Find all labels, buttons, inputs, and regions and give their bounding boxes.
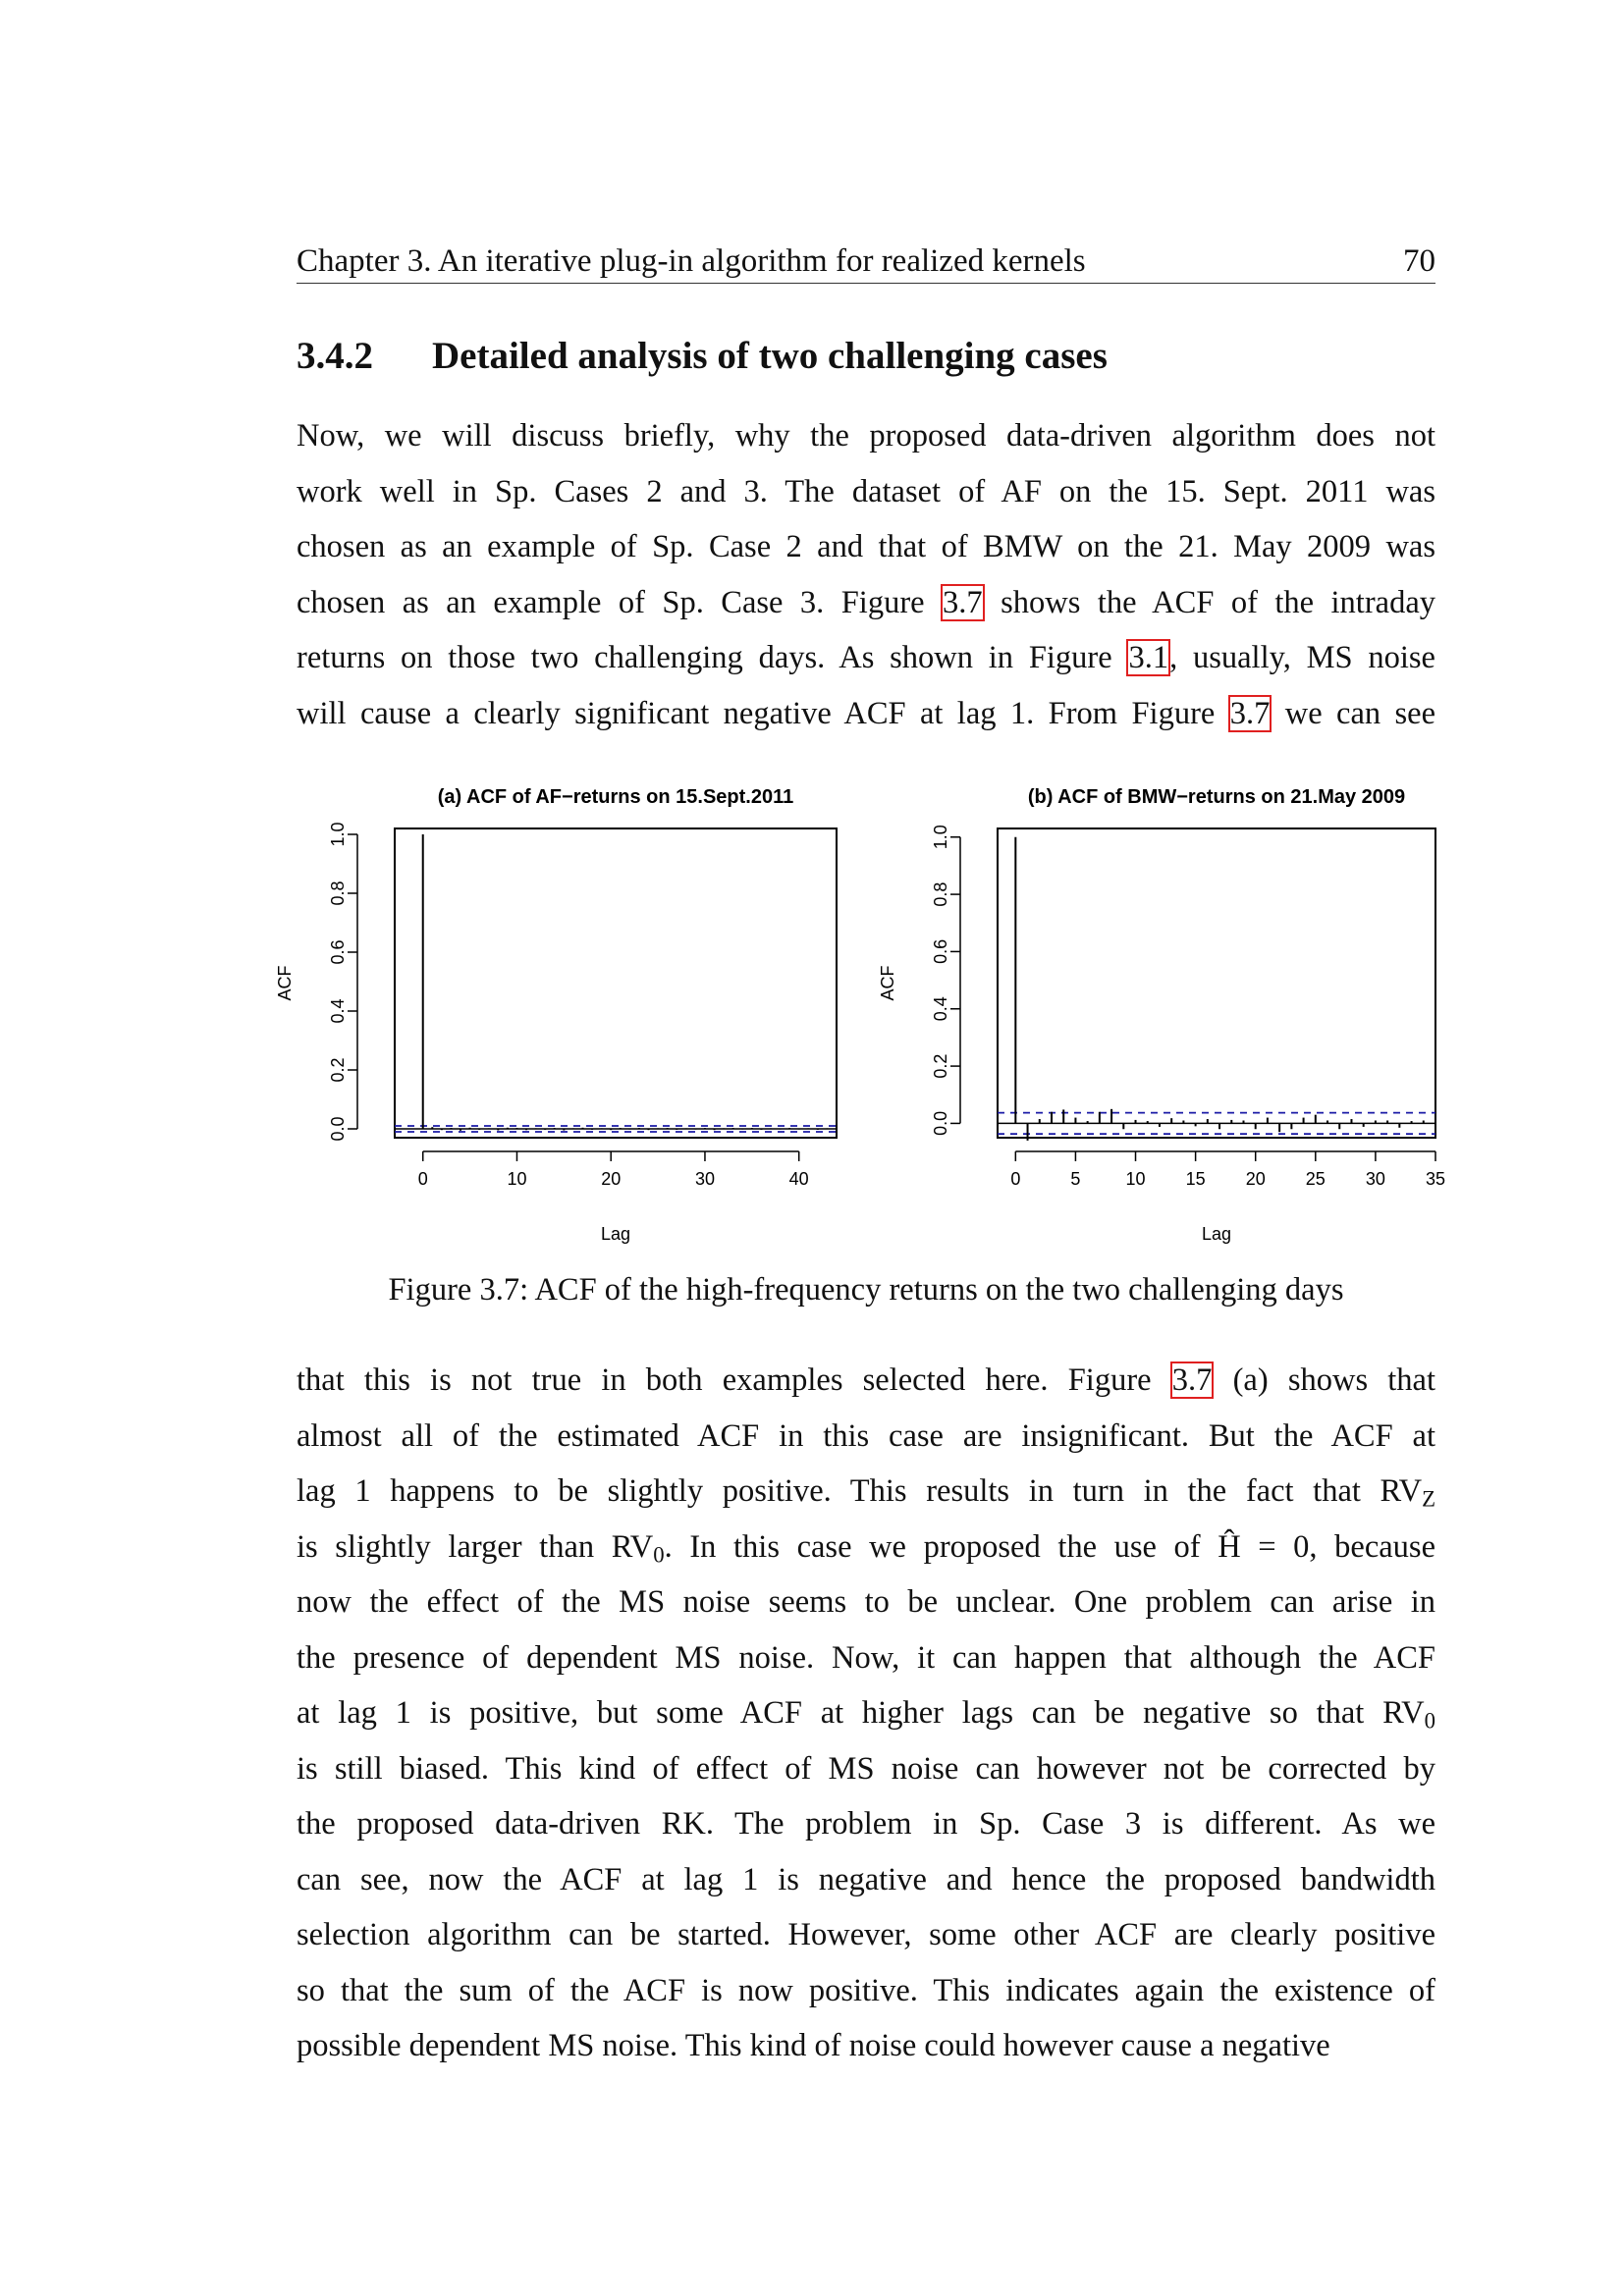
x-tick-label: 25	[1305, 1169, 1326, 1189]
x-tick-label: 20	[601, 1169, 622, 1189]
x-axis-label: Lag	[600, 1224, 631, 1244]
text-segment: returns on those two challenging days. As shown in Figure	[297, 640, 1112, 675]
text-line: the presence of dependent MS noise. Now, it can happen that although the ACF	[297, 1639, 1435, 1676]
x-tick-label: 35	[1425, 1169, 1446, 1189]
text-line: is still biased. This kind of effect of MS noise can however not be corrected by	[297, 1750, 1435, 1787]
text-line	[297, 1464, 1435, 1520]
text-segment: lag 1 happens to be slightly positive. This results in turn in the fact that RV	[297, 1473, 1423, 1509]
page-number: 70	[1403, 243, 1435, 279]
text-line: Now, we will discuss briefly, why the proposed data-driven algorithm does not	[297, 418, 1435, 454]
section-number: 3.4.2	[297, 335, 373, 377]
y-tick-label: 0.0	[328, 1116, 348, 1142]
y-tick-label: 0.6	[931, 938, 950, 964]
acf-plot-b	[878, 786, 1445, 1244]
y-axis-label: ACF	[878, 965, 897, 1001]
figure-ref-link[interactable]: 3.7	[1171, 1362, 1213, 1398]
x-tick-label: 30	[694, 1169, 715, 1189]
x-tick-label: 40	[788, 1169, 809, 1189]
figure-acf-plots	[275, 774, 1446, 1245]
text-line: almost all of the estimated ACF in this case are insignificant. But the ACF at	[297, 1417, 1435, 1454]
text-line: possible dependent MS noise. This kind of noise could however cause a negative	[297, 2028, 1330, 2063]
text-segment: (a) shows that	[1232, 1362, 1436, 1398]
y-tick-label: 0.2	[931, 1053, 950, 1079]
text-line	[297, 1520, 1435, 1575]
plot-frame	[998, 828, 1435, 1138]
text-line: chosen as an example of Sp. Case 2 and that of BMW on the 21. May 2009 was	[297, 529, 1435, 564]
x-tick-label: 0	[1010, 1169, 1021, 1189]
figure-ref-link[interactable]: 3.1	[1128, 640, 1169, 675]
y-tick-label: 1.0	[328, 822, 348, 847]
text-segment: is slightly larger than RV	[297, 1528, 654, 1565]
text-line: so that the sum of the ACF is now positive. This indicates again the existence of	[297, 1972, 1435, 2008]
figure-ref-link[interactable]: 3.7	[943, 584, 983, 620]
paragraph-2	[297, 1353, 1435, 2074]
x-tick-label: 0	[417, 1169, 428, 1189]
text-segment: , usually, MS noise	[1169, 640, 1435, 675]
y-tick-label: 0.4	[328, 998, 348, 1024]
figure-ref-link[interactable]: 3.7	[1229, 695, 1271, 731]
text-line: can see, now the ACF at lag 1 is negative and hence the proposed bandwidth	[297, 1861, 1435, 1897]
running-head	[297, 240, 1435, 284]
text-segment: . In this case we proposed the use of Ĥ = 0, because	[664, 1528, 1435, 1565]
text-line	[297, 686, 1435, 742]
y-tick-label: 1.0	[931, 825, 950, 850]
subscript: Z	[1422, 1486, 1435, 1512]
text-segment: shows the ACF of the intraday	[1001, 584, 1435, 620]
text-segment: chosen as an example of Sp. Case 3. Figure	[297, 584, 925, 620]
text-line: work well in Sp. Cases 2 and 3. The dataset of AF on the 15. Sept. 2011 was	[297, 473, 1435, 509]
x-tick-label: 5	[1070, 1169, 1081, 1189]
text-line	[297, 575, 1435, 631]
subscript: 0	[653, 1542, 665, 1568]
text-line	[297, 1353, 1435, 1409]
x-tick-label: 10	[1125, 1169, 1146, 1189]
y-tick-label: 0.2	[328, 1057, 348, 1083]
text-line	[297, 630, 1435, 686]
x-tick-label: 10	[507, 1169, 527, 1189]
y-tick-label: 0.4	[931, 996, 950, 1022]
text-line: selection algorithm can be started. However, some other ACF are clearly positive	[297, 1917, 1435, 1952]
text-line: now the effect of the MS noise seems to be unclear. One problem can arise in	[297, 1584, 1435, 1620]
y-tick-label: 0.8	[931, 881, 950, 907]
figure-caption: Figure 3.7: ACF of the high-frequency returns on the two challenging days	[388, 1272, 1344, 1308]
text-segment: that this is not true in both examples selected here. Figure	[297, 1362, 1152, 1398]
y-axis-label: ACF	[275, 965, 295, 1001]
chart-title: (a) ACF of AF−returns on 15.Sept.2011	[437, 786, 794, 808]
subscript: 0	[1424, 1708, 1435, 1734]
x-tick-label: 15	[1185, 1169, 1206, 1189]
acf-plot-a	[275, 786, 837, 1244]
text-segment: will cause a clearly significant negative ACF at lag 1. From Figure	[297, 695, 1216, 731]
x-tick-label: 30	[1365, 1169, 1385, 1189]
y-tick-label: 0.0	[931, 1110, 950, 1136]
section-title: Detailed analysis of two challenging cases	[432, 335, 1108, 377]
section-heading	[297, 332, 1108, 381]
x-axis-label: Lag	[1201, 1224, 1232, 1244]
text-line: the proposed data-driven RK. The problem in Sp. Case 3 is different. As we	[297, 1806, 1435, 1842]
paragraph-1	[297, 408, 1435, 741]
plot-frame	[395, 828, 837, 1138]
text-segment: we can see	[1284, 695, 1435, 731]
y-tick-label: 0.8	[328, 881, 348, 906]
y-tick-label: 0.6	[328, 939, 348, 965]
x-tick-label: 20	[1245, 1169, 1266, 1189]
chart-title: (b) ACF of BMW−returns on 21.May 2009	[1027, 786, 1406, 808]
text-line	[297, 1685, 1435, 1741]
text-segment: at lag 1 is positive, but some ACF at higher lags can be negative so that RV	[297, 1695, 1425, 1731]
running-head-title: Chapter 3. An iterative plug-in algorithm for realized kernels	[297, 243, 1086, 279]
